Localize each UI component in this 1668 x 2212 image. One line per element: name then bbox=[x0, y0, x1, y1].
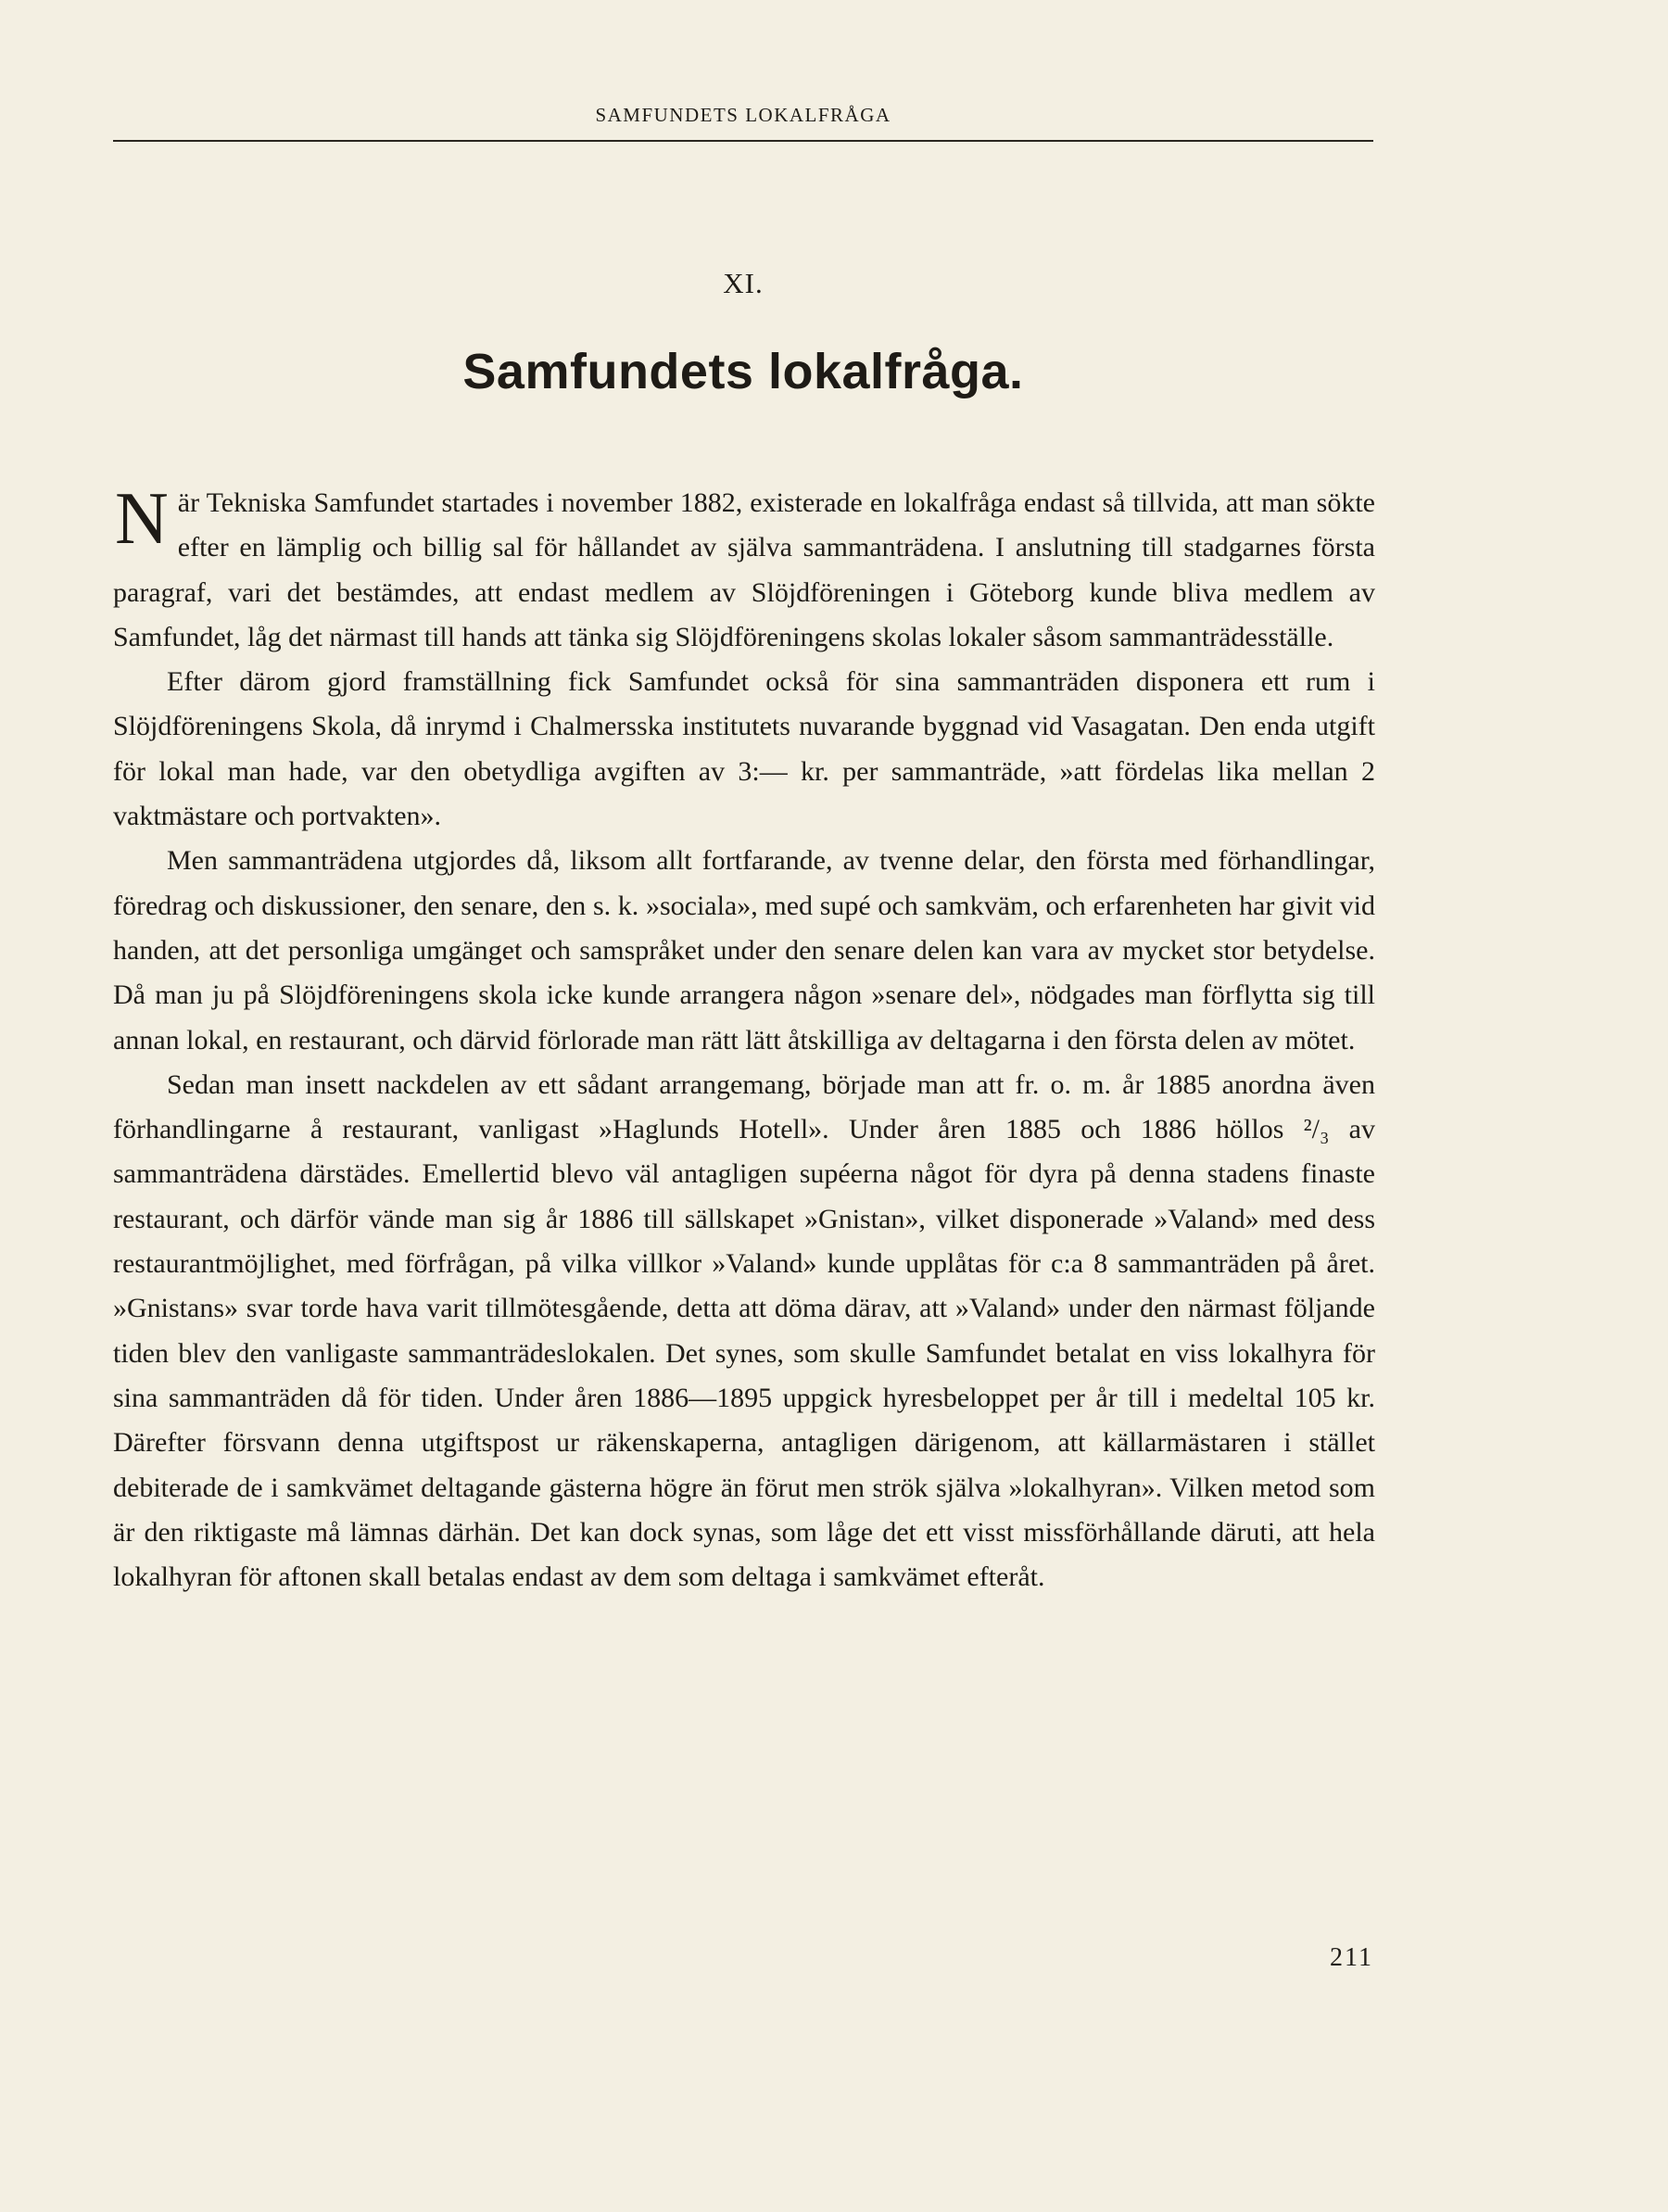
page-number: 211 bbox=[1330, 1943, 1373, 1972]
header-rule bbox=[113, 140, 1373, 142]
chapter-number: XI. bbox=[723, 267, 764, 299]
paragraph-1 bbox=[113, 478, 1375, 660]
body-text bbox=[113, 478, 1375, 1599]
paragraph-2: Efter därom gjord framställning fick Samfundet också för sina sammanträden disponera ett rum i Slöjdföreningens Skola, då inrymd i Chalmersska institutets nuvarande byggnad vid Vasagatan. Den enda utgift för lokal man hade, var den obetydliga avgiften av 3:— kr. per sammanträde, »att fördelas lika mellan 2 vaktmästare och portvakten». bbox=[113, 666, 1375, 832]
paragraph-1-text: är Tekniska Samfundet startades i november 1882, existerade en lokalfråga endast så tillvida, att man sökte efter en lämplig och billig sal för hållandet av själva sammanträdena. I anslutning till stadgarnes första paragraf, vari det bestämdes, att endast medlem av Slöjdföreningen i Göteborg kunde bliva medlem av Samfundet, låg det närmast till hands att tänka sig Slöjdföreningens skolas lokaler såsom sammanträdesställe. bbox=[113, 487, 1375, 652]
drop-cap: N bbox=[115, 478, 169, 560]
running-head: SAMFUNDETS LOKALFRÅGA bbox=[595, 104, 891, 126]
chapter-title: Samfundets lokalfråga. bbox=[462, 344, 1024, 399]
paragraph-3: Men sammanträdena utgjordes då, liksom allt fortfarande, av tvenne delar, den första med förhandlingar, föredrag och diskussioner, den senare, den s. k. »sociala», med supé och samkväm, och erfarenheten har givit vid handen, att det personliga umgänget och samspråket under den senare delen kan vara av mycket stor betydelse. Då man ju på Slöjdföreningens skola icke kunde arrangera någon »senare del», nödgades man förflytta sig till annan lokal, en restaurant, och därvid förlorade man rätt lätt åtskilliga av deltagarna i den första delen av mötet. bbox=[113, 845, 1375, 1055]
paragraph-4: Sedan man insett nackdelen av ett sådant arrangemang, började man att fr. o. m. år 1885 anordna även förhandlingarne å restaurant, vanligast »Haglunds Hotell». Under åren 1885 och 1886 höllos ²/₃ av sammanträdena därstädes. Emellertid blevo väl antagligen supéerna något för dyra på denna stadens finaste restaurant, och därför vände man sig år 1886 till sällskapet »Gnistan», vilket disponerade »Valand» med dess restaurantmöjlighet, med förfrågan, på vilka villkor »Valand» kunde upplåtas för c:a 8 sammanträden på året. »Gnistans» svar torde hava varit tillmötesgående, detta att döma därav, att »Valand» under den närmast följande tiden blev den vanligaste sammanträdeslokalen. Det synes, som skulle Samfundet betalat en viss lokalhyra för sina sammanträden då för tiden. Under åren 1886—1895 uppgick hyresbeloppet per år till i medeltal 105 kr. Därefter försvann denna utgiftspost ur räkenskaperna, antagligen därigenom, att källarmästaren i stället debiterade de i samkvämet deltagande gästerna högre än förut men strök själva »lokalhyran». Vilken metod som är den riktigaste må lämnas därhän. Det kan dock synas, som låge det ett visst missförhållande däruti, att hela lokalhyran för aftonen skall betalas endast av dem som deltaga i samkvämet efteråt. bbox=[113, 1068, 1375, 1593]
